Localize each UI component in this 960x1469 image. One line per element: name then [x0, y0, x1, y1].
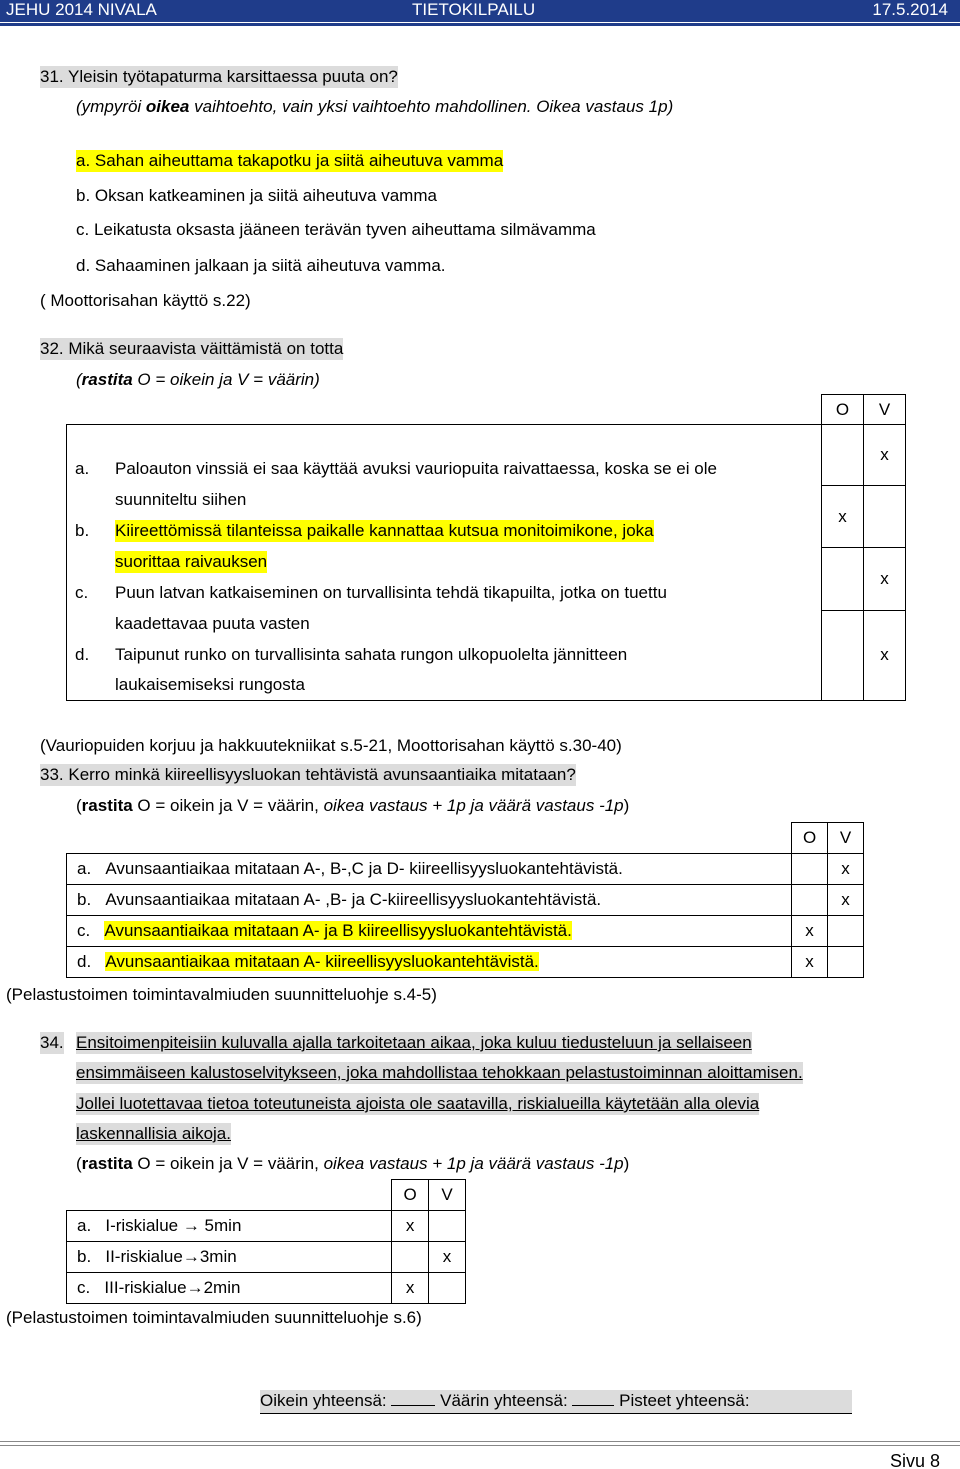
totals-correct-blank[interactable] — [391, 1405, 435, 1406]
q34-table — [66, 1179, 466, 1304]
q32-item-c-letter: c. — [75, 583, 89, 602]
q32-source: (Vauriopuiden korjuu ja hakkuutekniikat s.5-21, Moottorisahan käyttö s.30-40) — [40, 736, 622, 755]
q31-instruction: (ympyröi oikea vaihtoehto, vain yksi vaihtoehto mahdollinen. Oikea vastaus 1p) — [76, 97, 674, 116]
q32-item-c-line1: Puun latvan katkaiseminen on turvallisinta tehdä tikapuilta, jotka on tuettu — [115, 583, 667, 602]
q32-table — [66, 394, 906, 701]
q33-c-v — [828, 916, 864, 947]
q33-b-o — [792, 885, 828, 916]
q34-line-2: ensimmäiseen kalustoselvitykseen, joka mahdollistaa tehokkaan pelastustoiminnan aloittamisen. — [76, 1063, 803, 1082]
q31-title: 31. Yleisin työtapaturma karsittaessa puuta on? — [40, 67, 398, 86]
q34-col-o: O — [392, 1180, 429, 1211]
q32-a-v: x — [864, 425, 906, 486]
header-rule — [0, 23, 960, 26]
q33-col-o: O — [792, 823, 828, 854]
q32-item-b-line2: suorittaa raivauksen — [115, 552, 268, 571]
q32-col-v: V — [864, 395, 906, 425]
q34-instruction: (rastita O = oikein ja V = väärin, oikea vastaus + 1p ja väärä vastaus -1p) — [76, 1154, 630, 1173]
q33-item-a: a. Avunsaantiaikaa mitataan A-, B-,C ja D- kiireellisyysluokantehtävistä. — [67, 854, 792, 885]
q33-instruction: (rastita O = oikein ja V = väärin, oikea vastaus + 1p ja väärä vastaus -1p) — [76, 796, 630, 815]
q33-d-o: x — [792, 947, 828, 978]
q31-option-c: c. Leikatusta oksasta jääneen terävän tyven aiheuttama silmävamma — [76, 220, 596, 239]
q34-number: 34. — [40, 1033, 64, 1052]
q32-item-a-line2: suunniteltu siihen — [115, 490, 247, 509]
q32-item-c-line2: kaadettavaa puuta vasten — [115, 614, 310, 633]
q34-item-b: b. II-riskialue→3min — [67, 1242, 392, 1273]
q32-item-d-line2: laukaisemiseksi rungosta — [115, 675, 305, 694]
q33-title: 33. Kerro minkä kiireellisyysluokan tehtävistä avunsaantiaika mitataan? — [40, 765, 576, 784]
q32-item-b-line1: Kiireettömissä tilanteissa paikalle kannattaa kutsua monitoimikone, joka — [115, 521, 654, 540]
q32-item-b-letter: b. — [75, 521, 90, 540]
q31-option-a: a. Sahan aiheuttama takapotku ja siitä aiheutuva vamma — [76, 151, 504, 170]
page-header — [0, 0, 960, 22]
q34-a-o: x — [392, 1211, 429, 1242]
q32-a-o — [822, 425, 864, 486]
arrow-right-icon: → — [186, 1278, 204, 1297]
q33-a-o — [792, 854, 828, 885]
q34-line-4: laskennallisia aikoja. — [76, 1124, 231, 1143]
q34-a-v — [429, 1211, 466, 1242]
header-right: 17.5.2014 — [872, 0, 948, 19]
totals-correct-label: Oikein yhteensä: — [260, 1391, 387, 1410]
q34-line-3: Jollei luotettavaa tietoa toteutuneista ajoista ole saatavilla, riskialueilla käytetään alla olevia — [76, 1094, 760, 1113]
arrow-right-icon: → — [182, 1247, 200, 1266]
q32-col-o: O — [822, 395, 864, 425]
q34-b-o — [392, 1242, 429, 1273]
q34-c-v — [429, 1273, 466, 1304]
q34-b-v: x — [429, 1242, 466, 1273]
q32-b-v — [864, 486, 906, 548]
footer-rule-2 — [0, 1445, 960, 1446]
q32-items-cell — [67, 425, 822, 701]
q33-col-v: V — [828, 823, 864, 854]
arrow-right-icon: → — [182, 1216, 200, 1235]
q32-d-o — [822, 610, 864, 700]
q33-table — [66, 822, 864, 978]
header-left: JEHU 2014 NIVALA — [6, 0, 157, 19]
q32-item-d-letter: d. — [75, 645, 90, 664]
totals-wrong-blank[interactable] — [572, 1405, 614, 1406]
q33-source: (Pelastustoimen toimintavalmiuden suunnitteluohje s.4-5) — [6, 985, 437, 1004]
q33-c-o: x — [792, 916, 828, 947]
q33-d-v — [828, 947, 864, 978]
q32-instruction: (rastita O = oikein ja V = väärin) — [76, 370, 320, 389]
q32-item-d-line1: Taipunut runko on turvallisinta sahata rungon ulkopuolelta jännitteen — [115, 645, 628, 664]
q32-b-o: x — [822, 486, 864, 548]
q34-col-v: V — [429, 1180, 466, 1211]
q31-source: ( Moottorisahan käyttö s.22) — [40, 291, 251, 310]
q32-c-v: x — [864, 548, 906, 610]
q32-item-a-letter: a. — [75, 459, 90, 478]
q32-item-a-line1: Paloauton vinssiä ei saa käyttää avuksi vauriopuita raivattaessa, koska se ei ole — [115, 459, 717, 478]
page-number: Sivu 8 — [890, 1451, 941, 1469]
totals-row — [260, 1390, 852, 1414]
footer-rule — [0, 1441, 960, 1442]
q33-item-d: d. Avunsaantiaikaa mitataan A- kiireellisyysluokantehtävistä. — [67, 947, 792, 978]
q32-d-v: x — [864, 610, 906, 700]
q33-a-v: x — [828, 854, 864, 885]
q34-c-o: x — [392, 1273, 429, 1304]
q32-title: 32. Mikä seuraavista väittämistä on totta — [40, 339, 344, 358]
q33-item-b: b. Avunsaantiaikaa mitataan A- ,B- ja C-kiireellisyysluokantehtävistä. — [67, 885, 792, 916]
q31-option-d: d. Sahaaminen jalkaan ja siitä aiheutuva vamma. — [76, 256, 446, 275]
q34-item-a: a. I-riskialue → 5min — [67, 1211, 392, 1242]
q31-option-b: b. Oksan katkeaminen ja siitä aiheutuva vamma — [76, 186, 437, 205]
q34-line-1: Ensitoimenpiteisiin kuluvalla ajalla tarkoitetaan aikaa, joka kuluu tiedusteluun ja sellaiseen — [76, 1033, 752, 1052]
q32-c-o — [822, 548, 864, 610]
totals-points-label: Pisteet yhteensä: — [619, 1391, 750, 1410]
header-center: TIETOKILPAILU — [412, 0, 536, 19]
q33-b-v: x — [828, 885, 864, 916]
q34-item-c: c. III-riskialue→2min — [67, 1273, 392, 1304]
q33-item-c: c. Avunsaantiaikaa mitataan A- ja B kiireellisyysluokantehtävistä. — [67, 916, 792, 947]
totals-wrong-label: Väärin yhteensä: — [440, 1391, 568, 1410]
q34-source: (Pelastustoimen toimintavalmiuden suunnitteluohje s.6) — [6, 1308, 422, 1327]
